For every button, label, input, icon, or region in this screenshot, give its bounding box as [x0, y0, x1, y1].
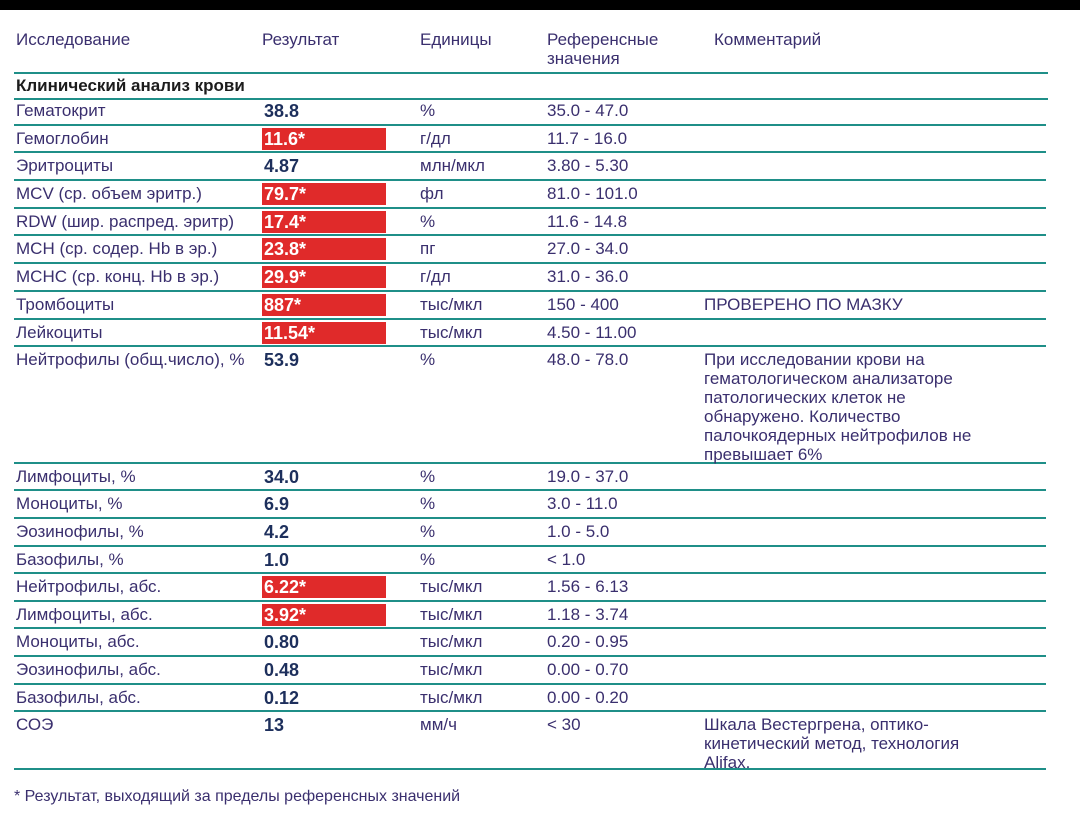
test-name: MCH (ср. содер. Hb в эр.) — [16, 239, 218, 258]
result-value: 11.54* — [262, 322, 386, 344]
reference-range: 1.56 - 6.13 — [547, 577, 629, 596]
result-cell — [262, 466, 386, 488]
test-name: Базофилы, % — [16, 550, 124, 569]
table-row — [14, 98, 1046, 126]
result-value: 6.22* — [262, 576, 386, 598]
result-cell — [262, 714, 386, 736]
test-name: Гематокрит — [16, 101, 106, 120]
result-value: 887* — [262, 294, 386, 316]
unit: пг — [420, 239, 436, 258]
reference-range: < 30 — [547, 715, 581, 734]
reference-range: 1.18 - 3.74 — [547, 605, 629, 624]
table-row — [14, 209, 1046, 236]
reference-range: 11.7 - 16.0 — [547, 129, 628, 148]
results-table — [14, 98, 1046, 770]
result-value: 0.80 — [264, 632, 300, 652]
result-cell — [262, 521, 386, 543]
unit: г/дл — [420, 129, 451, 148]
unit: % — [420, 550, 436, 569]
result-value: 0.12 — [264, 688, 300, 708]
footnote: * Результат, выходящий за пределы референсных значений — [14, 788, 461, 805]
reference-range: < 1.0 — [547, 550, 586, 569]
table-row — [14, 491, 1046, 519]
table-row — [14, 264, 1046, 292]
test-name: Лейкоциты — [16, 323, 103, 342]
unit: % — [420, 522, 436, 541]
unit: тыс/мкл — [420, 660, 483, 679]
unit: тыс/мкл — [420, 323, 483, 342]
test-name: RDW (шир. распред. эритр) — [16, 212, 235, 231]
test-name: Эозинофилы, % — [16, 522, 144, 541]
header-result: Результат — [262, 30, 340, 49]
reference-range: 4.50 - 11.00 — [547, 323, 637, 342]
table-row — [14, 181, 1046, 209]
result-cell — [262, 493, 386, 515]
test-name: Нейтрофилы (общ.число), % — [16, 350, 245, 369]
reference-range: 0.20 - 0.95 — [547, 632, 629, 651]
unit: млн/мкл — [420, 156, 485, 175]
test-name: MCV (ср. объем эритр.) — [16, 184, 202, 203]
result-cell — [262, 155, 386, 177]
unit: тыс/мкл — [420, 688, 483, 707]
unit: % — [420, 350, 436, 369]
test-name: Эозинофилы, абс. — [16, 660, 161, 679]
result-cell — [262, 659, 386, 681]
result-cell — [262, 576, 386, 598]
result-value: 3.92* — [262, 604, 386, 626]
result-value: 4.2 — [264, 522, 290, 542]
result-value: 1.0 — [264, 550, 290, 570]
table-header — [0, 26, 1080, 70]
header-ref-line1: Референсные — [547, 30, 659, 49]
test-name: MCHC (ср. конц. Hb в эр.) — [16, 267, 220, 286]
result-value: 0.48 — [264, 660, 300, 680]
result-cell — [262, 294, 386, 316]
unit: % — [420, 494, 436, 513]
reference-range: 48.0 - 78.0 — [547, 350, 629, 369]
result-value: 23.8* — [262, 238, 386, 260]
top-bar — [0, 0, 1080, 10]
reference-range: 150 - 400 — [547, 295, 619, 314]
header-test: Исследование — [16, 30, 131, 49]
result-value: 4.87 — [264, 156, 300, 176]
reference-range: 27.0 - 34.0 — [547, 239, 629, 258]
result-value: 17.4* — [262, 211, 386, 233]
result-value: 6.9 — [264, 494, 290, 514]
unit: тыс/мкл — [420, 632, 483, 651]
result-cell — [262, 238, 386, 260]
reference-range: 11.6 - 14.8 — [547, 212, 628, 231]
unit: тыс/мкл — [420, 605, 483, 624]
reference-range: 35.0 - 47.0 — [547, 101, 629, 120]
reference-range: 19.0 - 37.0 — [547, 467, 629, 486]
table-row — [14, 685, 1046, 712]
test-name: Лимфоциты, % — [16, 467, 136, 486]
result-cell — [262, 128, 386, 150]
unit: тыс/мкл — [420, 577, 483, 596]
unit: % — [420, 101, 436, 120]
result-cell — [262, 631, 386, 653]
test-name: Лимфоциты, абс. — [16, 605, 153, 624]
test-name: Эритроциты — [16, 156, 114, 175]
result-cell — [262, 183, 386, 205]
table-row — [14, 236, 1046, 264]
unit: мм/ч — [420, 715, 457, 734]
table-row — [14, 320, 1046, 347]
result-value: 53.9 — [264, 350, 300, 370]
reference-range: 1.0 - 5.0 — [547, 522, 610, 541]
header-units: Единицы — [420, 30, 492, 49]
result-cell — [262, 604, 386, 626]
test-name: Тромбоциты — [16, 295, 115, 314]
header-comment: Комментарий — [714, 30, 822, 49]
unit: тыс/мкл — [420, 295, 483, 314]
table-row — [14, 153, 1046, 181]
reference-range: 0.00 - 0.20 — [547, 688, 629, 707]
table-row — [14, 712, 1046, 770]
result-cell — [262, 549, 386, 571]
table-row — [14, 464, 1046, 491]
reference-range: 3.0 - 11.0 — [547, 494, 618, 513]
reference-range: 31.0 - 36.0 — [547, 267, 629, 286]
result-value: 79.7* — [262, 183, 386, 205]
result-value: 29.9* — [262, 266, 386, 288]
table-row — [14, 547, 1046, 574]
test-name: Базофилы, абс. — [16, 688, 141, 707]
result-cell — [262, 687, 386, 709]
section-title: Клинический анализ крови — [14, 72, 1048, 100]
table-row — [14, 629, 1046, 657]
comment: ПРОВЕРЕНО ПО МАЗКУ — [704, 295, 903, 314]
unit: % — [420, 212, 436, 231]
comment: Шкала Вестергрена, оптико-кинетический метод, технология Alifax. — [704, 715, 960, 772]
result-cell — [262, 349, 386, 371]
test-name: Нейтрофилы, абс. — [16, 577, 162, 596]
result-cell — [262, 322, 386, 344]
result-value: 38.8 — [264, 101, 300, 121]
unit: г/дл — [420, 267, 451, 286]
result-cell — [262, 266, 386, 288]
test-name: СОЭ — [16, 715, 54, 734]
table-row — [14, 519, 1046, 547]
result-cell — [262, 100, 386, 122]
table-row — [14, 657, 1046, 685]
table-row — [14, 574, 1046, 602]
reference-range: 0.00 - 0.70 — [547, 660, 629, 679]
table-row — [14, 292, 1046, 320]
table-row — [14, 347, 1046, 464]
result-value: 34.0 — [264, 467, 300, 487]
reference-range: 81.0 - 101.0 — [547, 184, 638, 203]
unit: фл — [420, 184, 444, 203]
result-value: 11.6* — [262, 128, 386, 150]
test-name: Гемоглобин — [16, 129, 109, 148]
result-cell — [262, 211, 386, 233]
test-name: Моноциты, абс. — [16, 632, 140, 651]
test-name: Моноциты, % — [16, 494, 123, 513]
header-reference — [547, 30, 658, 68]
table-row — [14, 126, 1046, 153]
unit: % — [420, 467, 436, 486]
header-ref-line2: значения — [547, 49, 620, 68]
reference-range: 3.80 - 5.30 — [547, 156, 629, 175]
table-row — [14, 602, 1046, 629]
result-value: 13 — [264, 715, 285, 735]
comment: При исследовании крови на гематологическом анализаторе патологических клеток не обнаружено. Количество палочкоядерных нейтрофилов не превышает 6% — [704, 350, 972, 464]
